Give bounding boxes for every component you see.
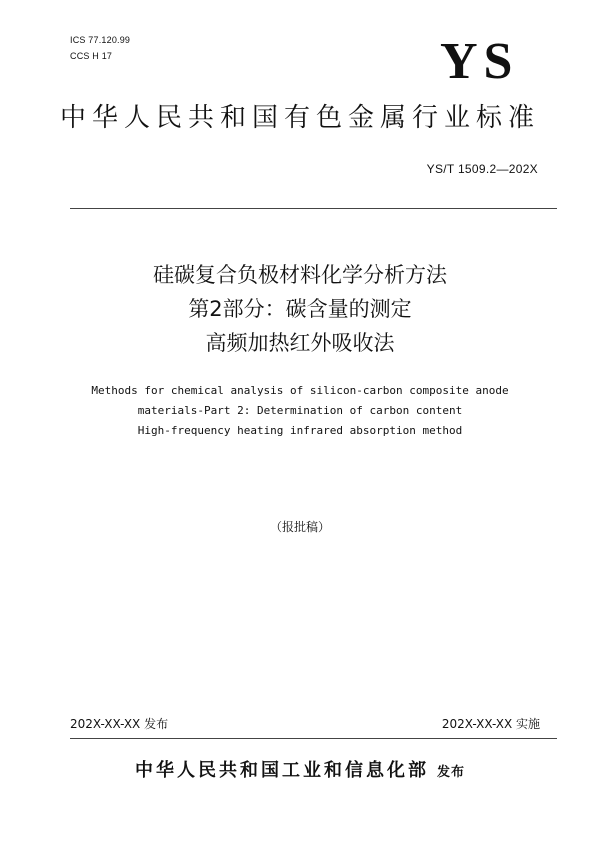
classification-codes <box>70 32 130 64</box>
ics-code: ICS 77.120.99 <box>70 35 131 45</box>
issuer-name: 中华人民共和国工业和信息化部 <box>134 760 429 781</box>
chinese-title-line-1: 硅碳复合负极材料化学分析方法 <box>153 263 447 287</box>
english-title-line-2: materials-Part 2: Determination of carbon content <box>137 404 463 417</box>
bottom-divider <box>70 738 557 739</box>
ys-logo: YS <box>440 33 519 90</box>
top-divider <box>70 208 557 209</box>
chinese-title-line-2: 第2部分：碳含量的测定 <box>188 297 412 321</box>
implement-date: 202X-XX-XX 实施 <box>441 717 540 731</box>
issuing-authority <box>0 756 600 782</box>
standard-category-title: 中华人民共和国有色金属行业标准 <box>59 103 540 133</box>
draft-status: （报批稿） <box>269 520 330 534</box>
english-title-block <box>0 381 600 441</box>
issuer-suffix: 发布 <box>436 765 465 780</box>
english-title-line-3: High-frequency heating infrared absorption method <box>137 424 463 437</box>
standard-number: YS/T 1509.2—202X <box>426 162 538 176</box>
chinese-title-block <box>0 258 600 360</box>
english-title-line-1: Methods for chemical analysis of silicon-carbon composite anode <box>91 384 509 397</box>
ccs-code: CCS H 17 <box>70 51 113 61</box>
publish-date: 202X-XX-XX 发布 <box>70 717 169 731</box>
chinese-title-line-3: 高频加热红外吸收法 <box>205 331 395 355</box>
